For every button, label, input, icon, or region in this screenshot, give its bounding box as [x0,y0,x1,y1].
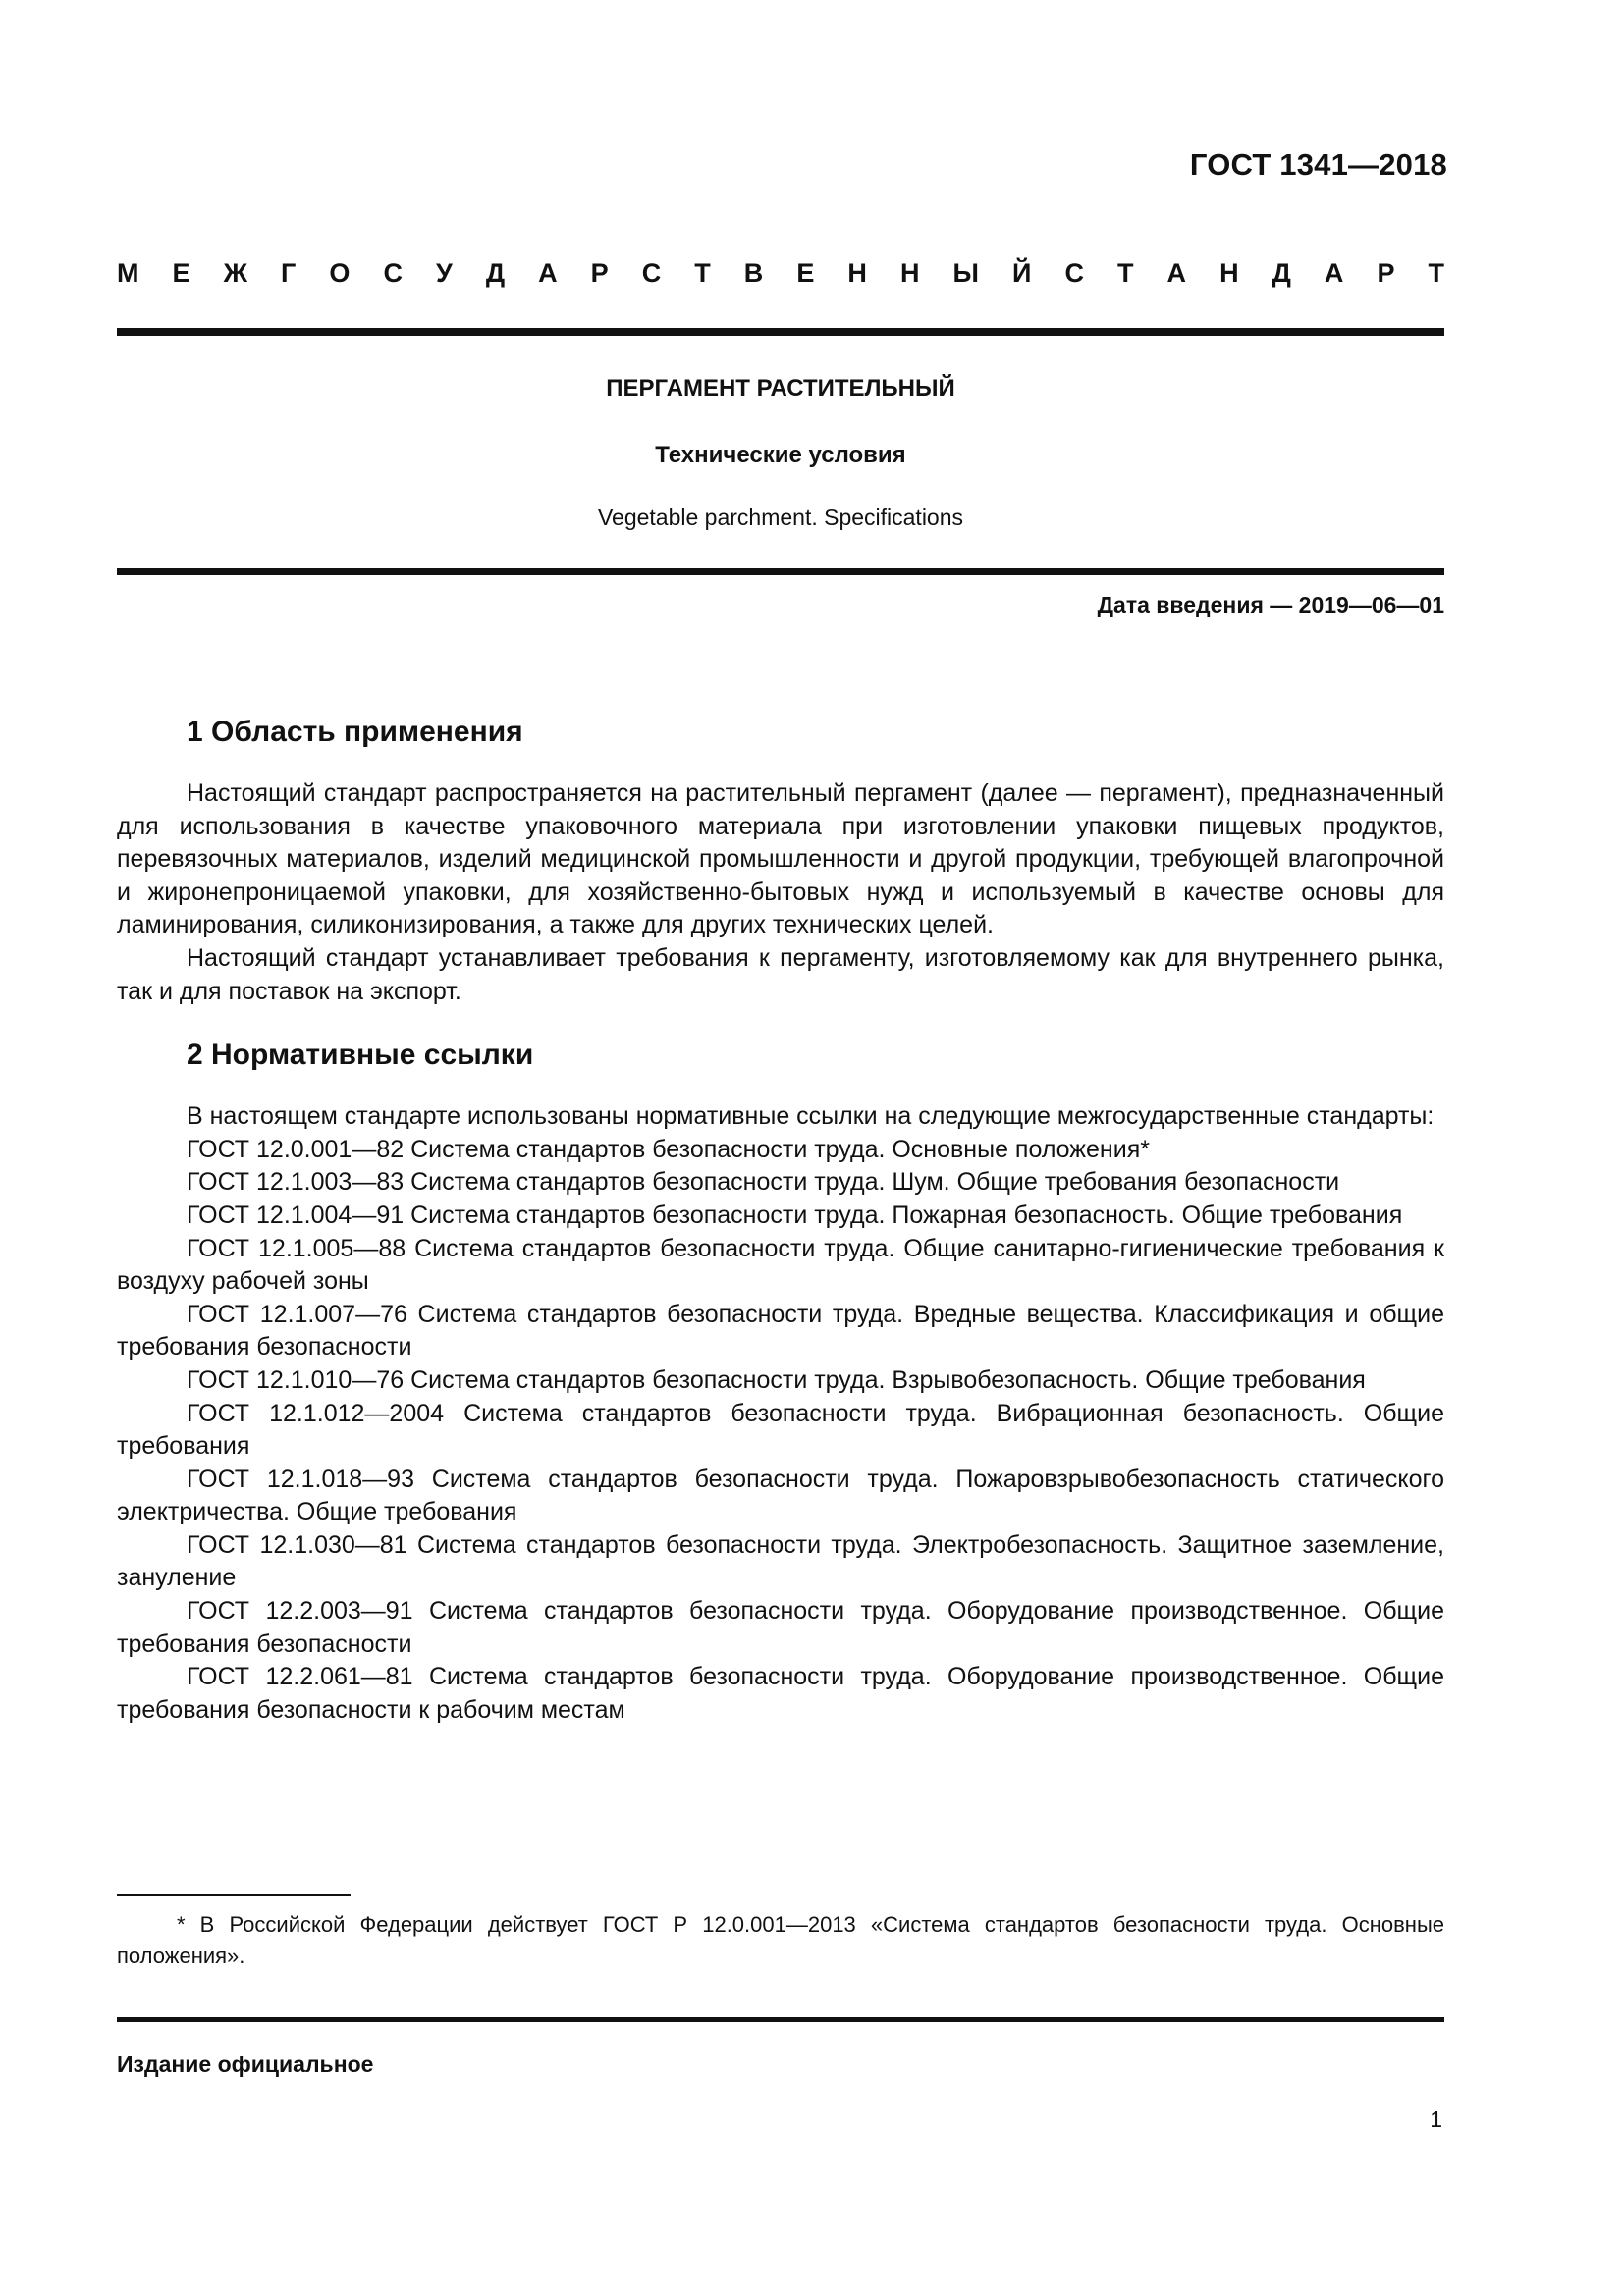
top-divider [117,328,1444,336]
reference-item: ГОСТ 12.1.010—76 Система стандартов безопасности труда. Взрывобезопасность. Общие требования [187,1365,1366,1394]
reference-item: ГОСТ 12.1.018—93 Система стандартов безопасности труда. Пожаровзрывобезопасность статического электричества. Общие требования [117,1465,1444,1526]
section-normative-references [117,1038,1444,1727]
reference-item: ГОСТ 12.2.003—91 Система стандартов безопасности труда. Оборудование производственное. Общие требования безопасности [117,1597,1444,1658]
reference-item: ГОСТ 12.1.005—88 Система стандартов безопасности труда. Общие санитарно-гигиенические требования к воздуху рабочей зоны [117,1234,1444,1296]
reference-item: ГОСТ 12.1.004—91 Система стандартов безопасности труда. Пожарная безопасность. Общие требования [187,1201,1403,1229]
section-heading: 2 Нормативные ссылки [187,1039,534,1072]
bottom-divider [117,2017,1444,2022]
document-number: ГОСТ 1341—2018 [1189,147,1447,182]
footnote-area [117,1894,1444,1972]
reference-item: ГОСТ 12.1.007—76 Система стандартов безопасности труда. Вредные вещества. Классификация и общие требования безопасности [117,1300,1444,1362]
reference-item: ГОСТ 12.2.061—81 Система стандартов безопасности труда. Оборудование производственное. Общие требования безопасности к рабочим местам [117,1663,1444,1724]
paragraph: Настоящий стандарт распространяется на растительный пергамент (далее — пергамент), предназначенный для использования в качестве упаковочного материала при изготовлении упаковки пищевых продуктов, перевязочных материалов, изделий медицинской промышленности и другой продукции, требующей влагопрочной и жиронепроницаемой упаковки, для хозяйственно-бытовых нужд и используемый в качестве основы для ламинирования, силиконизирования, а также для других технических целей. [117,779,1444,939]
introduction-date: Дата введения — 2019—06—01 [1097,592,1444,617]
page-number: 1 [1430,2107,1442,2132]
title-divider [117,568,1444,575]
footnote-divider [117,1894,351,1896]
reference-item: ГОСТ 12.1.003—83 Система стандартов безопасности труда. Шум. Общие требования безопасности [187,1168,1340,1197]
reference-item: ГОСТ 12.0.001—82 Система стандартов безопасности труда. Основные положения* [187,1135,1150,1163]
paragraph: В настоящем стандарте использованы нормативные ссылки на следующие межгосударственные стандарты: [187,1102,1435,1131]
edition-label: Издание официальное [117,2052,374,2077]
section-scope [117,715,1444,1008]
footnote: * В Российской Федерации действует ГОСТ Р 12.0.001—2013 «Система стандартов безопасности труда. Основные положения». [117,1912,1444,1968]
document-title-english: Vegetable parchment. Specifications [597,505,964,530]
reference-item: ГОСТ 12.1.030—81 Система стандартов безопасности труда. Электробезопасность. Защитное заземление, зануление [117,1530,1444,1592]
document-subtitle: Технические условия [655,442,906,468]
section-heading: 1 Область применения [187,716,523,748]
paragraph: Настоящий стандарт устанавливает требования к пергаменту, изготовляемому как для внутреннего рынка, так и для поставок на экспорт. [117,943,1444,1005]
section-spacer [117,1008,1444,1038]
reference-item: ГОСТ 12.1.012—2004 Система стандартов безопасности труда. Вибрационная безопасность. Общие требования [117,1399,1444,1461]
document-title: ПЕРГАМЕНТ РАСТИТЕЛЬНЫЙ [606,375,955,401]
document-body [117,715,1444,1727]
standard-kind-banner: М Е Ж Г О С У Д А Р С Т В Е Н Н Ы Й С Т А Н Д А Р Т [117,258,1444,288]
